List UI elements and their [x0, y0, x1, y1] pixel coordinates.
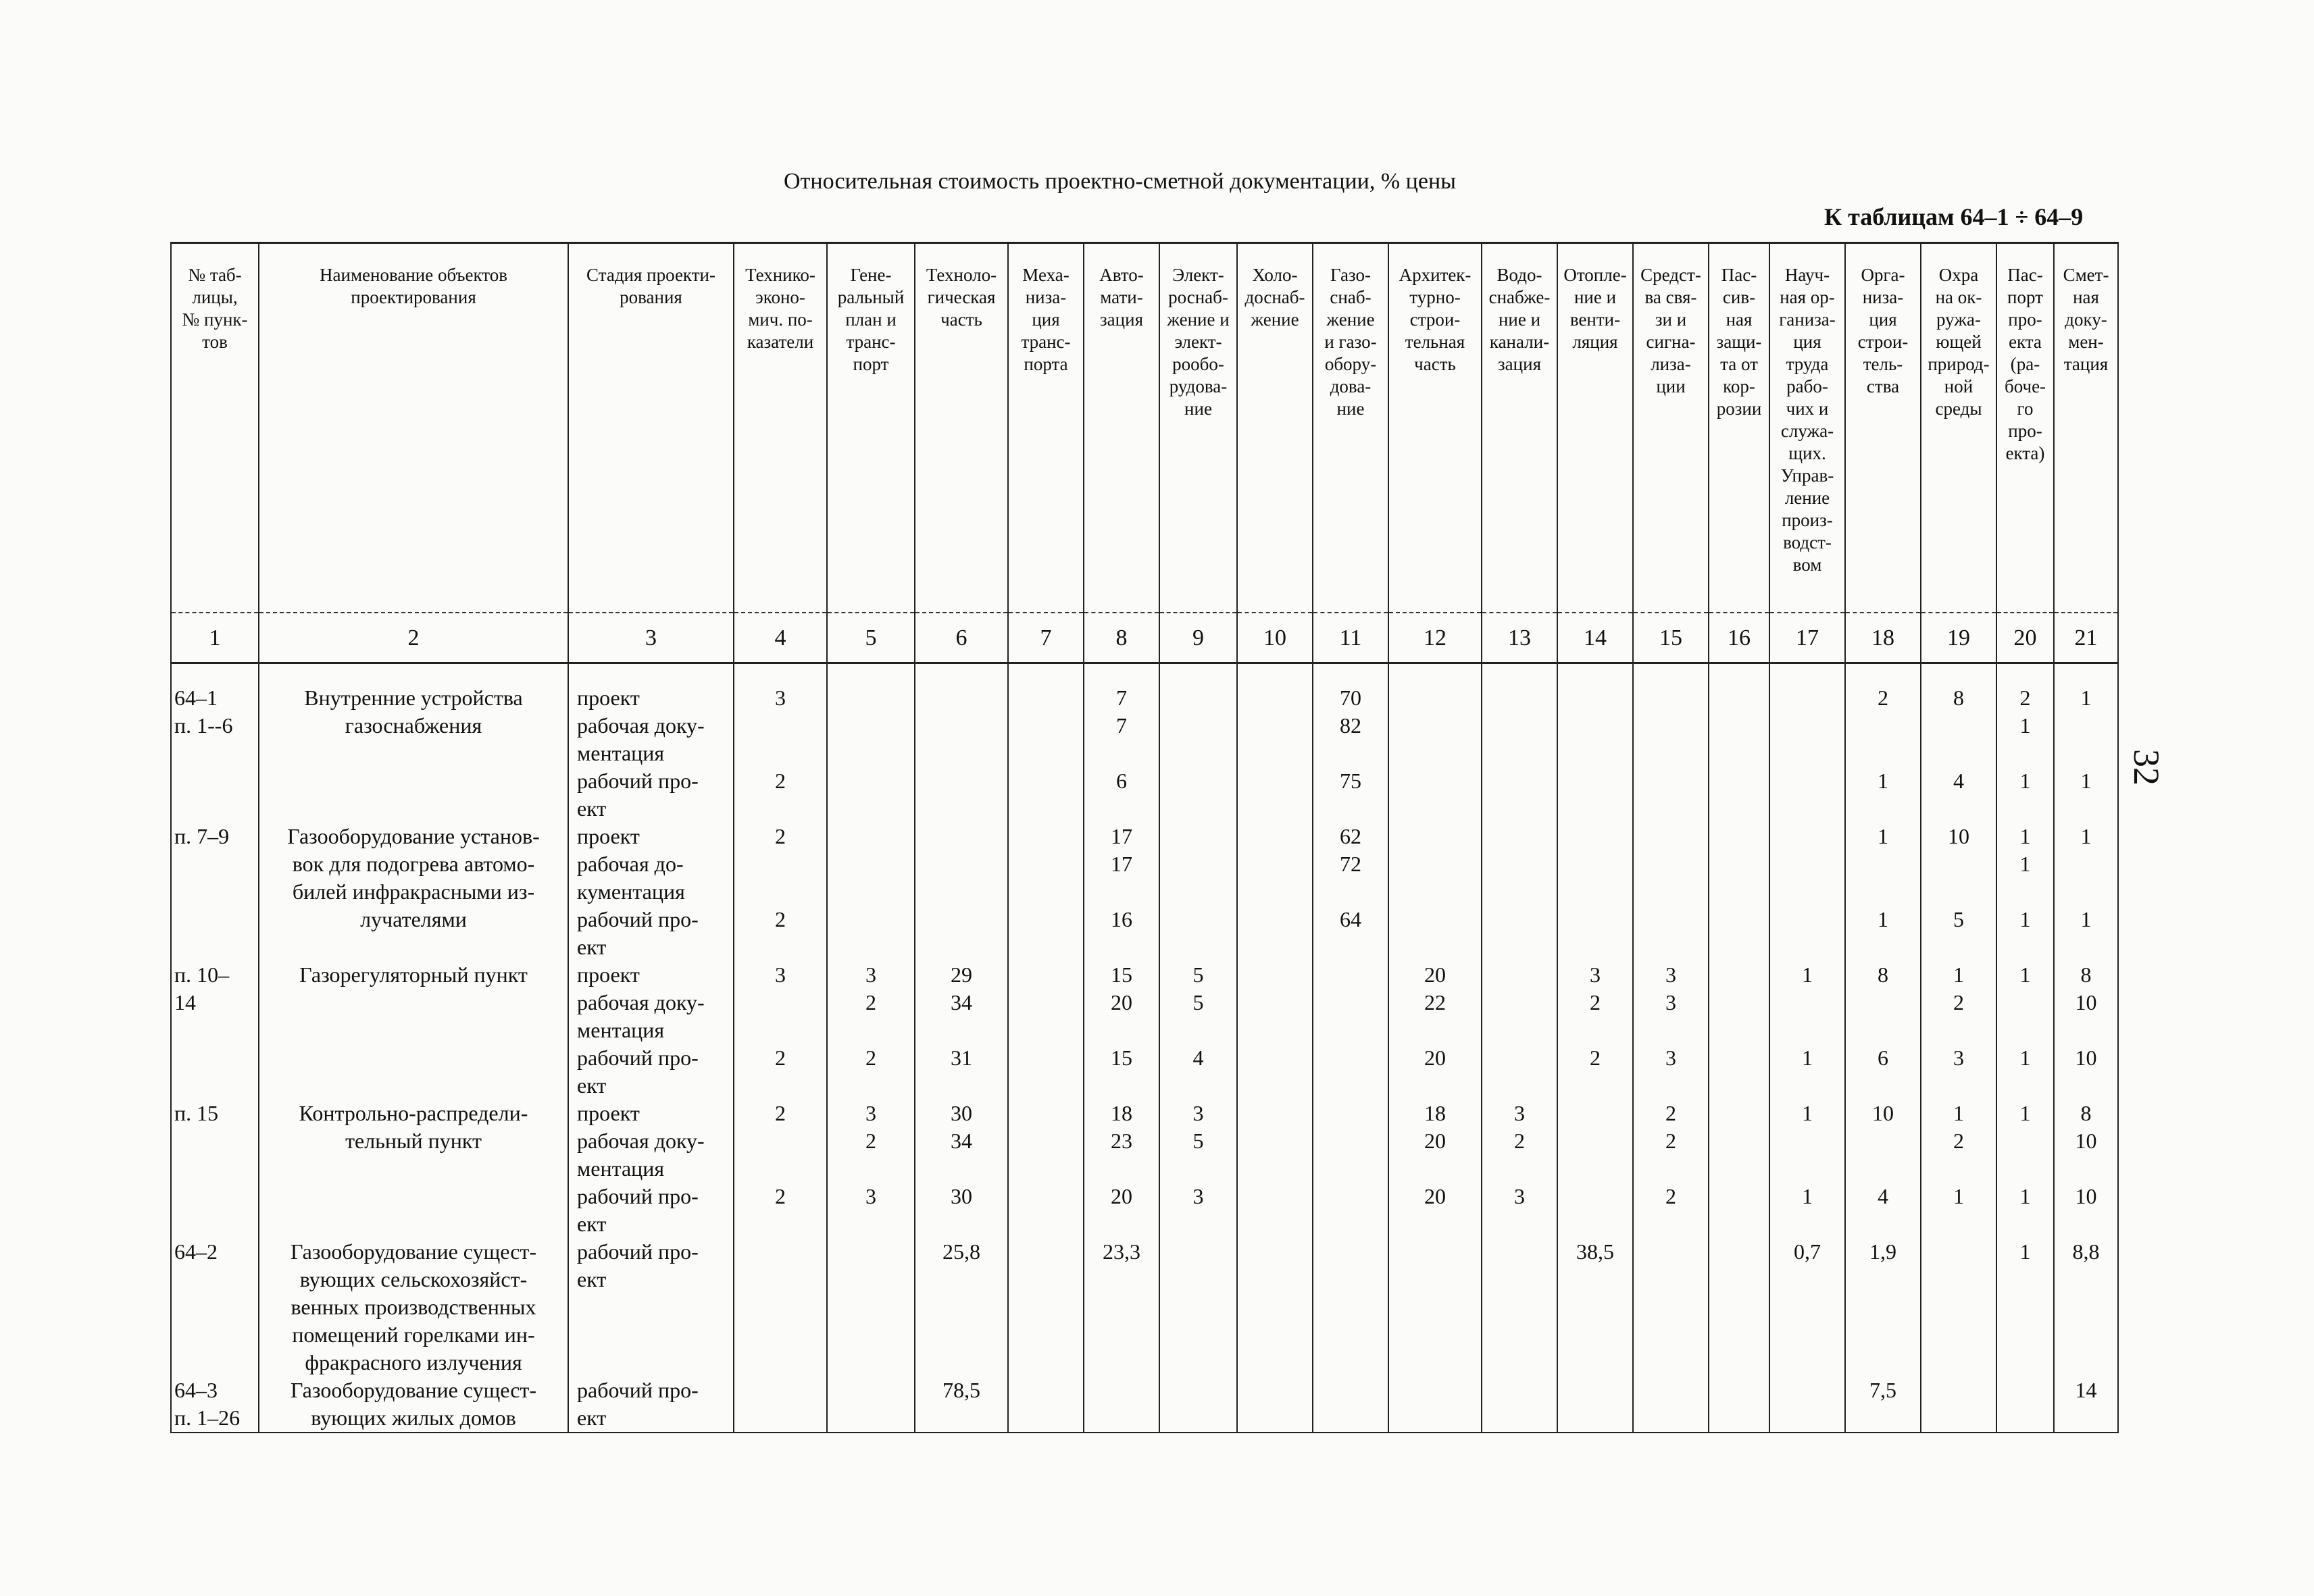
value-cell: 1 2 3 [1921, 961, 1996, 1100]
value-cell [1633, 684, 1709, 823]
value-cell: 1 1 1 [1996, 823, 2054, 961]
column-number: 12 [1388, 613, 1482, 663]
value-cell [827, 1376, 915, 1433]
value-cell: 30 34 30 [915, 1100, 1008, 1238]
item-number: п. 15 [171, 1100, 259, 1238]
column-number: 8 [1084, 613, 1159, 663]
value-cell: 62 72 64 [1313, 823, 1388, 961]
value-cell [734, 1238, 827, 1376]
design-stage: проект рабочая до- кументация рабочий про- ект [568, 823, 734, 961]
design-stage: рабочий про- ект [568, 1238, 734, 1376]
column-number: 13 [1482, 613, 1557, 663]
column-header: Наименование объектов проектирования [259, 243, 568, 613]
value-cell [1008, 823, 1084, 961]
value-cell: 1 [1996, 1238, 2054, 1376]
object-name: Газооборудование сущест- вующих жилых домов [259, 1376, 568, 1433]
object-name: Контрольно-распредели- тельный пункт [259, 1100, 568, 1238]
value-cell: 3 2 [734, 961, 827, 1100]
value-cell: 1 1 [1996, 961, 2054, 1100]
column-number: 14 [1557, 613, 1633, 663]
table-row [171, 1100, 2118, 1238]
value-cell [1921, 1376, 1996, 1433]
column-header: Водо- снабже- ние и канали- зация [1482, 243, 1557, 613]
value-cell [1709, 1376, 1769, 1433]
cost-table [170, 242, 2119, 1433]
page-number: 32 [2126, 749, 2167, 786]
value-cell: 2 1 1 [1996, 684, 2054, 823]
value-cell [1159, 1376, 1237, 1433]
value-cell [827, 684, 915, 823]
value-cell: 3 2 2 [1557, 961, 1633, 1100]
column-number: 6 [915, 613, 1008, 663]
column-header: Науч- ная ор- ганиза- ция труда рабо- чих и служа- щих. Управ- ление произ- водст- вом [1769, 243, 1845, 613]
value-cell [1482, 961, 1557, 1100]
value-cell [1482, 684, 1557, 823]
column-header: Орга- низа- ция строи- тель- ства [1845, 243, 1921, 613]
column-header: Холо- доснаб- жение [1237, 243, 1313, 613]
column-number: 7 [1008, 613, 1084, 663]
value-cell: 2 2 2 [1633, 1100, 1709, 1238]
value-cell [827, 1238, 915, 1376]
value-cell [1237, 1376, 1313, 1433]
item-number: п. 10– 14 [171, 961, 259, 1100]
value-cell [1008, 1238, 1084, 1376]
value-cell [1709, 684, 1769, 823]
value-cell [1084, 1376, 1159, 1433]
column-header: Элект- роснаб- жение и элект- рообо- рудова- ние [1159, 243, 1237, 613]
value-cell [1388, 1238, 1482, 1376]
value-cell [1633, 1376, 1709, 1433]
column-header: Гене- ральный план и транс- порт [827, 243, 915, 613]
column-number: 17 [1769, 613, 1845, 663]
column-number: 1 [171, 613, 259, 663]
value-cell [1388, 684, 1482, 823]
design-stage: проект рабочая доку- ментация рабочий про- ект [568, 684, 734, 823]
column-number: 11 [1313, 613, 1388, 663]
column-number: 9 [1159, 613, 1237, 663]
object-name: Газорегуляторный пункт [259, 961, 568, 1100]
value-cell: 25,8 [915, 1238, 1008, 1376]
value-cell [1008, 684, 1084, 823]
value-cell [1237, 1100, 1313, 1238]
value-cell: 14 [2054, 1376, 2118, 1433]
object-name: Внутренние устройства газоснабжения [259, 684, 568, 823]
value-cell: 8 6 [1845, 961, 1921, 1100]
value-cell [1237, 684, 1313, 823]
value-cell: 18 20 20 [1388, 1100, 1482, 1238]
value-cell: 1 1 [1769, 1100, 1845, 1238]
column-header: Стадия проекти- рования [568, 243, 734, 613]
value-cell [915, 684, 1008, 823]
value-cell [1388, 823, 1482, 961]
column-header: Отопле- ние и венти- ляция [1557, 243, 1633, 613]
value-cell [1313, 961, 1388, 1100]
object-name: Газооборудование установ- вок для подогрева автомо- билей инфракрасными из- лучателями [259, 823, 568, 961]
value-cell [734, 1376, 827, 1433]
value-cell [1008, 1376, 1084, 1433]
value-cell: 3 2 3 [827, 1100, 915, 1238]
column-header: Архитек- турно- строи- тельная часть [1388, 243, 1482, 613]
column-header: Пас- сив- ная защи- та от кор- розии [1709, 243, 1769, 613]
value-cell: 2 2 [734, 823, 827, 961]
value-cell: 23,3 [1084, 1238, 1159, 1376]
value-cell [1313, 1100, 1388, 1238]
column-header: Охра на ок- ружа- ющей природ- ной среды [1921, 243, 1996, 613]
value-cell [1557, 1100, 1633, 1238]
value-cell [1769, 1376, 1845, 1433]
value-cell [1633, 1238, 1709, 1376]
value-cell [1633, 823, 1709, 961]
value-cell: 20 22 20 [1388, 961, 1482, 1100]
table-body [171, 663, 2118, 1433]
value-cell [1557, 1376, 1633, 1433]
value-cell: 3 5 3 [1159, 1100, 1237, 1238]
value-cell: 1 1 [2054, 684, 2118, 823]
value-cell [1709, 823, 1769, 961]
value-cell: 1 2 1 [1921, 1100, 1996, 1238]
design-stage: проект рабочая доку- ментация рабочий про- ект [568, 961, 734, 1100]
value-cell [1388, 1376, 1482, 1433]
value-cell [1008, 1100, 1084, 1238]
column-number: 16 [1709, 613, 1769, 663]
value-cell: 1 1 [2054, 823, 2118, 961]
table-row [171, 684, 2118, 823]
header-row [171, 243, 2118, 613]
value-cell: 1 1 [1845, 823, 1921, 961]
value-cell [1482, 823, 1557, 961]
table-row [171, 1238, 2118, 1376]
value-cell [1237, 823, 1313, 961]
column-number: 5 [827, 613, 915, 663]
object-name: Газооборудование сущест- вующих сельскохозяйст- венных производственных помещений горелками ин- фракрасного излучения [259, 1238, 568, 1376]
value-cell: 70 82 75 [1313, 684, 1388, 823]
value-cell: 2 2 [734, 1100, 827, 1238]
item-number: п. 7–9 [171, 823, 259, 961]
column-header: Газо- снаб- жение и газо- обору- дова- ние [1313, 243, 1388, 613]
value-cell: 7,5 [1845, 1376, 1921, 1433]
value-cell: 2 1 [1845, 684, 1921, 823]
column-header: Технико- эконо- мич. по- казатели [734, 243, 827, 613]
value-cell: 18 23 20 [1084, 1100, 1159, 1238]
value-cell: 3 3 3 [1633, 961, 1709, 1100]
item-number: 64–2 [171, 1238, 259, 1376]
value-cell [1237, 961, 1313, 1100]
column-number: 2 [259, 613, 568, 663]
value-cell: 8 10 10 [2054, 1100, 2118, 1238]
value-cell: 1 1 [1996, 1100, 2054, 1238]
column-header: Смет- ная доку- мен- тация [2054, 243, 2118, 613]
value-cell: 1,9 [1845, 1238, 1921, 1376]
value-cell [1008, 961, 1084, 1100]
item-number: 64–3 п. 1–26 [171, 1376, 259, 1433]
value-cell: 38,5 [1557, 1238, 1633, 1376]
value-cell: 78,5 [915, 1376, 1008, 1433]
value-cell [1557, 684, 1633, 823]
table-reference: К таблицам 64–1 ÷ 64–9 [1824, 203, 2084, 230]
column-header: Техноло- гическая часть [915, 243, 1008, 613]
column-number: 15 [1633, 613, 1709, 663]
column-header: Пас- порт про- екта (ра- боче- го про- екта) [1996, 243, 2054, 613]
value-cell [1921, 1238, 1996, 1376]
value-cell [1709, 1100, 1769, 1238]
value-cell [1769, 823, 1845, 961]
value-cell [1159, 1238, 1237, 1376]
value-cell: 8 4 [1921, 684, 1996, 823]
value-cell: 8,8 [2054, 1238, 2118, 1376]
value-cell: 15 20 15 [1084, 961, 1159, 1100]
page-title: Относительная стоимость проектно-сметной документации, % цены [784, 169, 1456, 194]
value-cell [827, 823, 915, 961]
column-number: 21 [2054, 613, 2118, 663]
value-cell: 5 5 4 [1159, 961, 1237, 1100]
value-cell [1482, 1376, 1557, 1433]
value-cell: 3 2 2 [827, 961, 915, 1100]
value-cell [1159, 684, 1237, 823]
table-row [171, 1376, 2118, 1433]
value-cell: 8 10 10 [2054, 961, 2118, 1100]
column-header: Меха- низа- ция транс- порта [1008, 243, 1084, 613]
value-cell [1709, 961, 1769, 1100]
column-number-row [171, 613, 2118, 663]
value-cell: 1 1 [1769, 961, 1845, 1100]
value-cell: 17 17 16 [1084, 823, 1159, 961]
value-cell [1313, 1238, 1388, 1376]
column-number: 18 [1845, 613, 1921, 663]
value-cell [1237, 1238, 1313, 1376]
value-cell [915, 823, 1008, 961]
column-number: 4 [734, 613, 827, 663]
value-cell: 0,7 [1769, 1238, 1845, 1376]
value-cell [1482, 1238, 1557, 1376]
table-row [171, 961, 2118, 1100]
column-header: № таб- лицы, № пунк- тов [171, 243, 259, 613]
table-row [171, 823, 2118, 961]
item-number: 64–1 п. 1--6 [171, 684, 259, 823]
value-cell [1159, 823, 1237, 961]
value-cell [1769, 684, 1845, 823]
value-cell: 10 4 [1845, 1100, 1921, 1238]
column-header: Авто- мати- зация [1084, 243, 1159, 613]
value-cell [1557, 823, 1633, 961]
column-number: 3 [568, 613, 734, 663]
column-number: 20 [1996, 613, 2054, 663]
value-cell: 29 34 31 [915, 961, 1008, 1100]
value-cell: 3 2 3 [1482, 1100, 1557, 1238]
column-number: 19 [1921, 613, 1996, 663]
value-cell [1996, 1376, 2054, 1433]
design-stage: проект рабочая доку- ментация рабочий про- ект [568, 1100, 734, 1238]
value-cell: 7 7 6 [1084, 684, 1159, 823]
value-cell: 3 2 [734, 684, 827, 823]
value-cell: 10 5 [1921, 823, 1996, 961]
value-cell [1313, 1376, 1388, 1433]
value-cell [1709, 1238, 1769, 1376]
column-header: Средст- ва свя- зи и сигна- лиза- ции [1633, 243, 1709, 613]
column-number: 10 [1237, 613, 1313, 663]
design-stage: рабочий про- ект [568, 1376, 734, 1433]
